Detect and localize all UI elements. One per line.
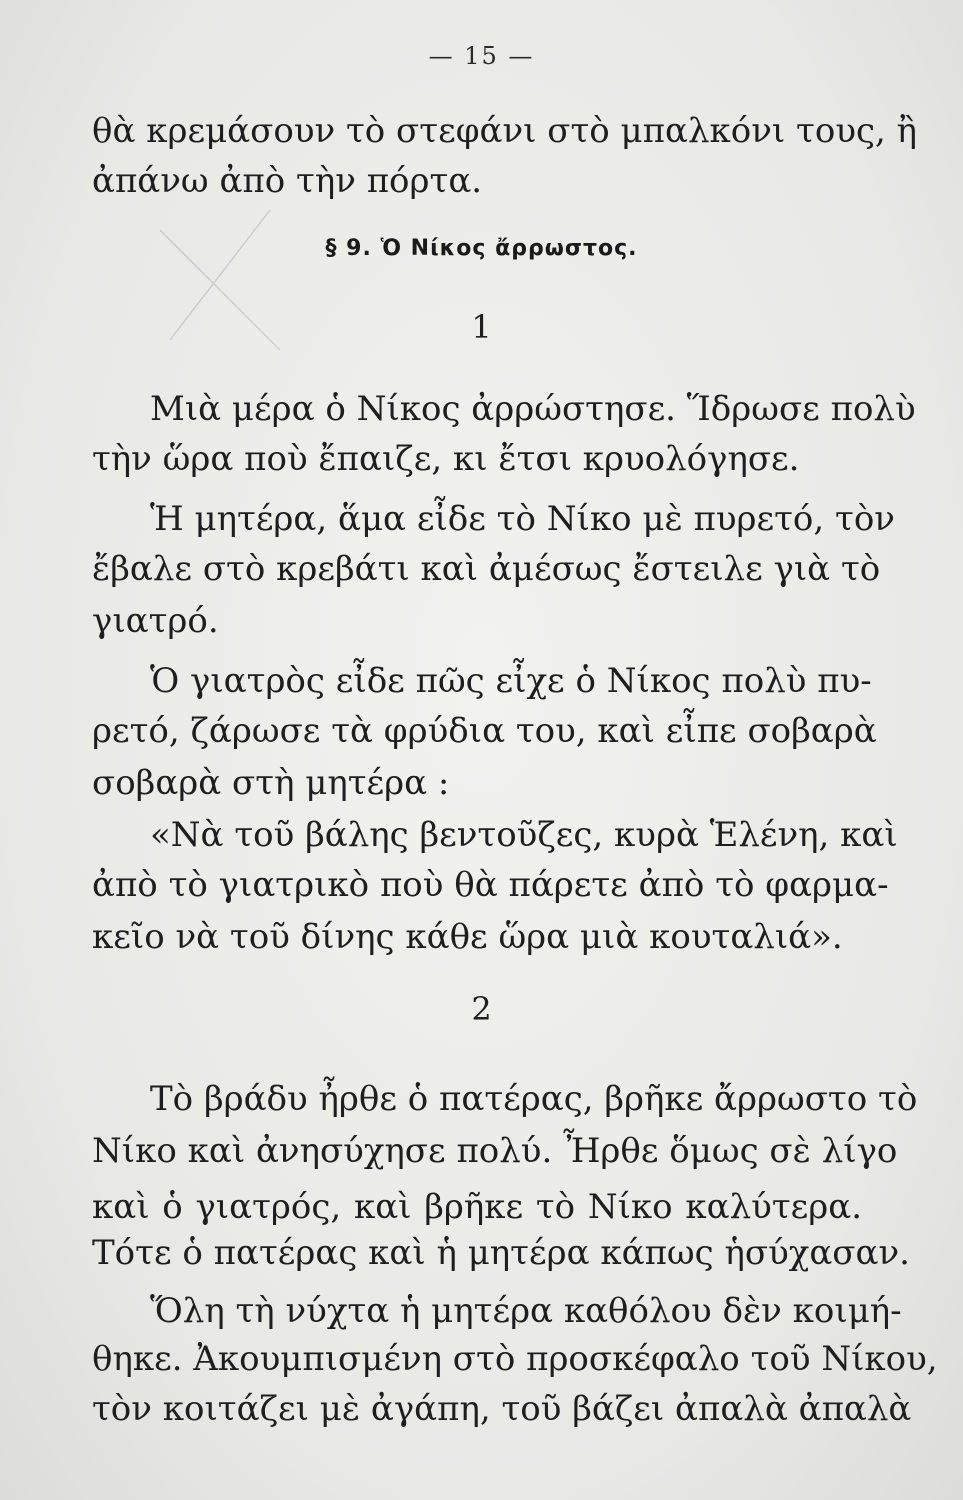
text-line: θὰ κρεμάσουν τὸ στεφάνι στὸ μπαλκόνι τους, ἢ bbox=[92, 111, 918, 151]
text-line: ἔβαλε στὸ κρεβάτι καὶ ἀμέσως ἔστειλε γιὰ τὸ bbox=[92, 549, 881, 589]
text-line: Νίκο καὶ ἀνησύχησε πολύ. Ἦρθε ὅμως σὲ λίγο bbox=[92, 1131, 898, 1171]
text-line: κεῖο νὰ τοῦ δίνης κάθε ὥρα μιὰ κουταλιά». bbox=[92, 917, 843, 957]
text-line: ἀπὸ τὸ γιατρικὸ ποὺ θὰ πάρετε ἀπὸ τὸ φαρμα- bbox=[92, 865, 889, 905]
text-line: τὸν κοιτάζει μὲ ἀγάπη, τοῦ βάζει ἀπαλὰ ἀπαλὰ bbox=[92, 1389, 912, 1429]
text-line: Μιὰ μέρα ὁ Νίκος ἀρρώστησε. Ἵδρωσε πολὺ bbox=[150, 389, 916, 429]
text-line: τὴν ὥρα ποὺ ἔπαιζε, κι ἔτσι κρυολόγησε. bbox=[92, 439, 800, 479]
text-line: «Νὰ τοῦ βάλης βεντοῦζες, κυρὰ Ἑλένη, καὶ bbox=[150, 815, 898, 855]
text-line: σοβαρὰ στὴ μητέρα : bbox=[92, 763, 450, 803]
section-heading: § 9. Ὁ Νίκος ἄρρωστος. bbox=[325, 236, 638, 261]
page-number: — 15 — bbox=[428, 42, 535, 70]
text-line: ἀπάνω ἀπὸ τὴν πόρτα. bbox=[92, 161, 483, 201]
text-line: Ὁ γιατρὸς εἶδε πῶς εἶχε ὁ Νίκος πολὺ πυ- bbox=[150, 661, 872, 701]
text-line: Ἡ μητέρα, ἅμα εἶδε τὸ Νίκο μὲ πυρετό, τὸν bbox=[150, 499, 895, 539]
part-number-1: 1 bbox=[471, 308, 492, 346]
text-line: θηκε. Ἀκουμπισμένη στὸ προσκέφαλο τοῦ Νίκου, bbox=[92, 1339, 938, 1379]
part-number-2: 2 bbox=[471, 990, 492, 1028]
text-line: Τὸ βράδυ ἦρθε ὁ πατέρας, βρῆκε ἄρρωστο τὸ bbox=[150, 1079, 918, 1119]
text-line: γιατρό. bbox=[92, 601, 219, 641]
text-line: ρετό, ζάρωσε τὰ φρύδια του, καὶ εἶπε σοβαρὰ bbox=[92, 711, 877, 751]
text-line: Τότε ὁ πατέρας καὶ ἡ μητέρα κάπως ἡσύχασαν. bbox=[92, 1233, 910, 1273]
text-line: Ὅλη τὴ νύχτα ἡ μητέρα καθόλου δὲν κοιμή- bbox=[150, 1291, 902, 1331]
text-line: καὶ ὁ γιατρός, καὶ βρῆκε τὸ Νίκο καλύτερα. bbox=[92, 1187, 862, 1227]
